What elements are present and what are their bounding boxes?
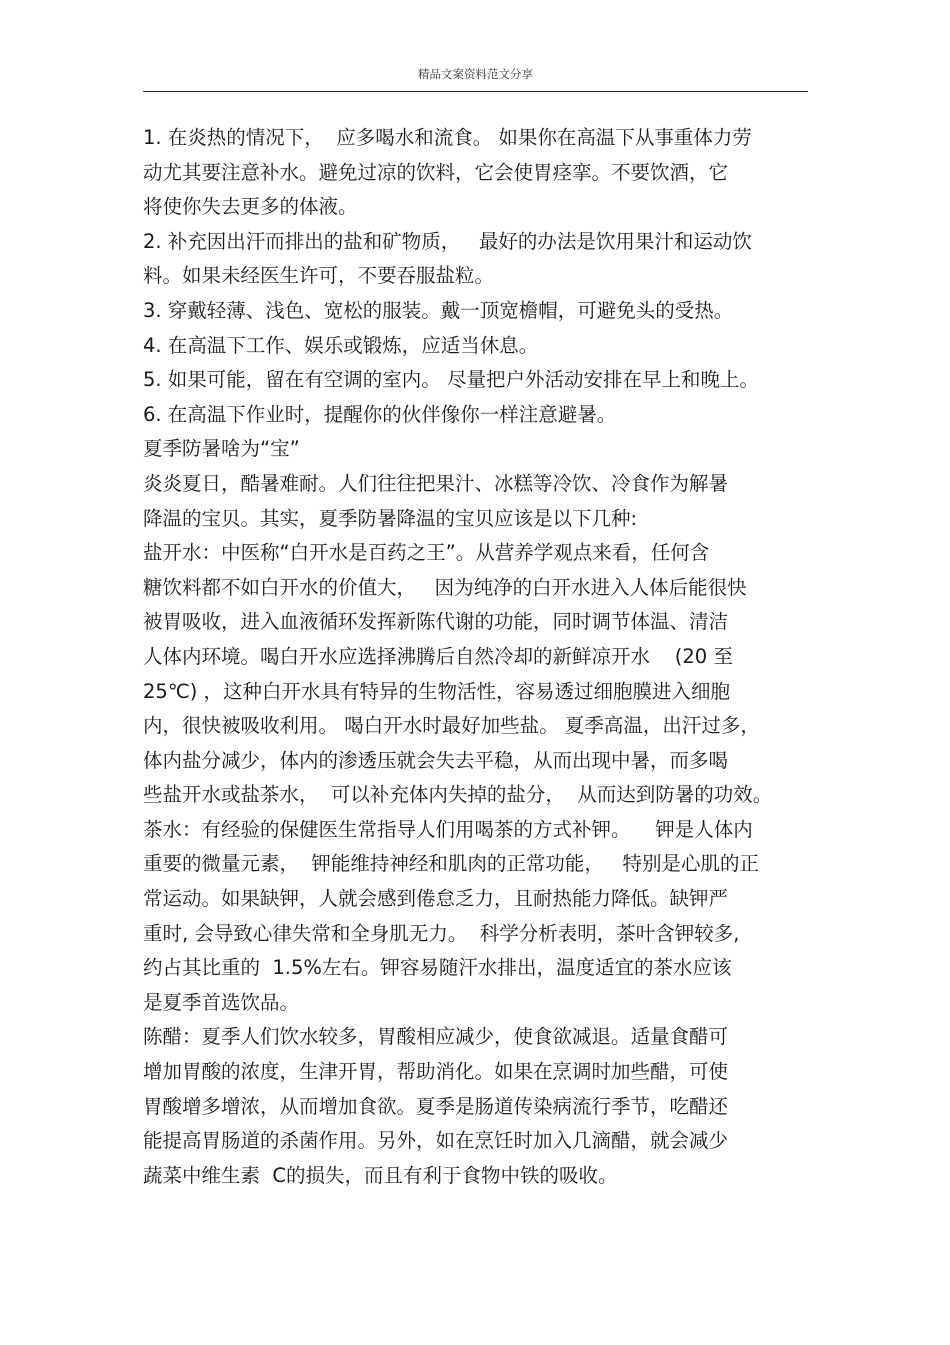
text-line: 是夏季首选饮品。 [143,990,300,1014]
text-line: 内，很快被吸收利用。 喝白开水时最好加些盐。 夏季高温，出汗过多， [143,714,760,738]
text-line: 炎炎夏日，酷暑难耐。人们往往把果汁、冰糕等冷饮、冷食作为解暑 [143,471,729,495]
document-body [143,121,808,1193]
text-line: 糖饮料都不如白开水的价值大， 因为纯净的白开水进入人体后能很快 [143,575,747,599]
text-line: 将使你失去更多的体液。 [143,195,358,219]
text-line: 4. 在高温下工作、娱乐或锻炼，应适当休息。 [143,333,539,357]
text-line: 些盐开水或盐茶水， 可以补充体内失掉的盐分， 从而达到防暑的功效。 [143,783,773,807]
text-line: 25℃) ，这种白开水具有特异的生物活性，容易透过细胞膜进入细胞 [143,679,731,703]
header-rule [143,91,808,92]
text-line: 盐开水：中医称“白开水是百药之王”。从营养学观点来看，任何含 [143,541,710,565]
text-line: 6. 在高温下作业时，提醒你的伙伴像你一样注意避暑。 [143,402,617,426]
text-line: 常运动。如果缺钾，人就会感到倦怠乏力，且耐热能力降低。缺钾严 [143,887,729,911]
text-line: 3. 穿戴轻薄、浅色、宽松的服装。戴一顶宽檐帽，可避免头的受热。 [143,298,734,322]
text-line: 重要的微量元素， 钾能维持神经和肌肉的正常功能， 特别是心肌的正 [143,852,759,876]
text-line: 1. 在炎热的情况下， 应多喝水和流食。 如果你在高温下从事重体力劳 [143,126,752,149]
page-header: 精品文案资料范文分享 [418,67,533,81]
text-line: 胃酸增多增浓，从而增加食欲。夏季是肠道传染病流行季节，吃醋还 [143,1094,729,1118]
section-heading: 夏季防暑啥为“宝” [143,437,300,461]
text-line: 约占其比重的 1.5%左右。钾容易随汗水排出，温度适宜的茶水应该 [143,956,732,980]
text-line: 陈醋：夏季人们饮水较多，胃酸相应减少，使食欲减退。适量食醋可 [143,1025,729,1049]
text-line: 人体内环境。喝白开水应选择沸腾后自然冷却的新鲜凉开水 (20 至 [143,644,733,668]
text-line: 5. 如果可能，留在有空调的室内。 尽量把户外活动安排在早上和晚上。 [143,368,760,392]
text-line: 料。如果未经医生许可，不要吞服盐粒。 [143,264,495,288]
text-line: 增加胃酸的浓度，生津开胃，帮助消化。如果在烹调时加些醋，可使 [143,1060,729,1084]
text-line: 茶水：有经验的保健医生常指导人们用喝茶的方式补钾。 钾是人体内 [143,817,753,841]
text-line: 体内盐分减少，体内的渗透压就会失去平稳，从而出现中暑，而多喝 [143,748,729,772]
text-line: 被胃吸收，进入血液循环发挥新陈代谢的功能，同时调节体温、清洁 [143,610,729,634]
text-line: 2. 补充因出汗而排出的盐和矿物质， 最好的办法是饮用果汁和运动饮 [143,229,752,253]
text-line: 重时, 会导致心律失常和全身肌无力。 科学分析表明，茶叶含钾较多, [143,921,740,945]
text-line: 降温的宝贝。其实，夏季防暑降温的宝贝应该是以下几种: [143,506,638,530]
text-line: 动尤其要注意补水。避免过凉的饮料，它会使胃痉挛。不要饮酒，它 [143,160,729,184]
text-line: 蔬菜中维生素 C的损失，而且有利于食物中铁的吸收。 [143,1163,618,1187]
text-line: 能提高胃肠道的杀菌作用。另外，如在烹饪时加入几滴醋，就会减少 [143,1129,729,1153]
